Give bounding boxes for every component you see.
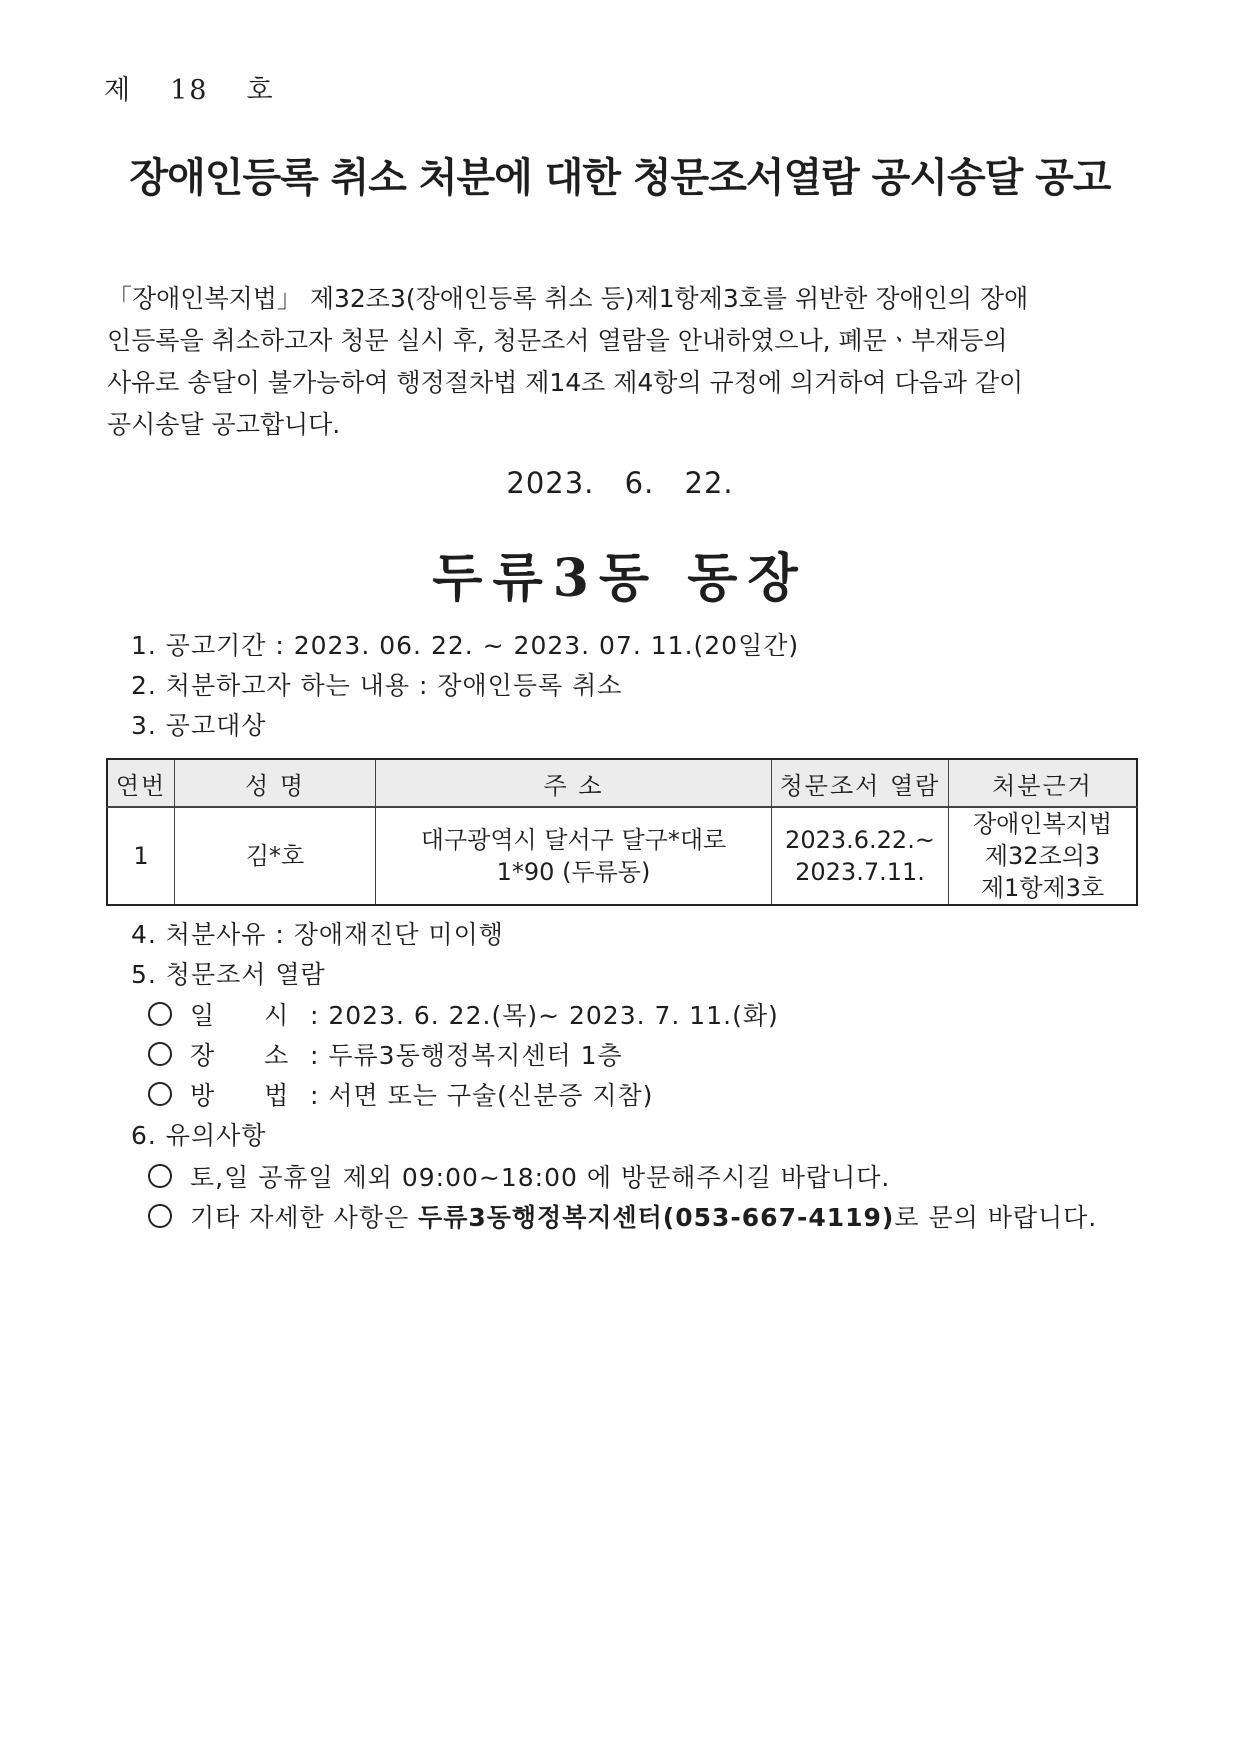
note-contact-prefix: 기타 자세한 사항은 <box>190 1203 419 1232</box>
issue-value: 18 <box>170 75 209 106</box>
circle-bullet-icon <box>148 1002 172 1026</box>
target-table <box>106 758 1138 906</box>
col-inspect: 청문조서 열람 <box>772 759 949 807</box>
body-line: 공시송달 공고합니다. <box>107 410 341 439</box>
col-address: 주 소 <box>376 759 772 807</box>
content-label: 2. 처분하고자 하는 내용 : <box>131 671 438 700</box>
note-contact <box>148 1198 1097 1234</box>
inspect-place-value: : 두류3동행정복지센터 1층 <box>310 1041 623 1070</box>
inspect-place <box>148 1036 623 1072</box>
circle-bullet-icon <box>148 1164 172 1188</box>
inspect-method-value: : 서면 또는 구술(신분증 지참) <box>310 1081 654 1110</box>
address-line: 1*90 (두류동) <box>496 858 651 886</box>
cell-basis <box>949 807 1138 905</box>
inspect-line: 2023.7.11. <box>795 858 925 886</box>
body-line: 「장애인복지법」 제32조3(장애인등록 취소 등)제1항제3호를 위반한 장애인의 장애 <box>107 284 1029 313</box>
address-line: 대구광역시 달서구 달구*대로 <box>420 826 727 854</box>
basis-line: 장애인복지법 <box>972 810 1113 838</box>
inspect-method <box>148 1076 653 1112</box>
cell-name: 김*호 <box>175 807 376 905</box>
signer: 두류3동 동장 <box>432 548 808 609</box>
notice-date: 2023. 6. 22. <box>506 466 734 500</box>
note-contact-center: 두류3동행정복지센터(053-667-4119) <box>418 1203 895 1232</box>
cell-no: 1 <box>107 807 175 905</box>
inspect-line: 2023.6.22.~ <box>785 826 935 854</box>
col-name: 성 명 <box>175 759 376 807</box>
reason-label: 4. 처분사유 : <box>131 920 294 949</box>
issue-number <box>104 68 313 107</box>
inspect-time <box>148 996 779 1032</box>
item-notes: 6. 유의사항 <box>131 1121 267 1150</box>
note-hours-text: 토,일 공휴일 제외 09:00~18:00 에 방문해주시길 바랍니다. <box>190 1163 891 1192</box>
document-title: 장애인등록 취소 처분에 대한 청문조서열람 공시송달 공고 <box>129 155 1111 201</box>
basis-line: 제32조의3 <box>984 842 1101 870</box>
period-value: 2023. 06. 22. ~ 2023. 07. 11.(20일간) <box>293 631 800 660</box>
cell-inspect <box>772 807 949 905</box>
body-line: 인등록을 취소하고자 청문 실시 후, 청문조서 열람을 안내하였으나, 폐문ㆍ부재등의 <box>107 326 1008 355</box>
inspect-place-label: 장소 <box>190 1041 339 1070</box>
note-contact-suffix: 로 문의 바랍니다. <box>894 1203 1098 1232</box>
inspect-time-value: : 2023. 6. 22.(목)~ 2023. 7. 11.(화) <box>310 1001 779 1030</box>
table-row <box>107 807 1137 905</box>
col-no: 연번 <box>107 759 175 807</box>
inspect-time-label: 일시 <box>190 1001 339 1030</box>
circle-bullet-icon <box>148 1042 172 1066</box>
circle-bullet-icon <box>148 1082 172 1106</box>
issue-prefix: 제 <box>104 75 133 106</box>
issue-suffix: 호 <box>246 75 275 106</box>
note-hours <box>148 1158 890 1194</box>
notice-body <box>107 278 1147 446</box>
item-inspect: 5. 청문조서 열람 <box>131 960 326 989</box>
item-content <box>131 666 622 702</box>
period-label: 1. 공고기간 : <box>131 631 294 660</box>
item-period <box>131 626 799 662</box>
reason-value: 장애재진단 미이행 <box>293 920 504 949</box>
basis-line: 제1항제3호 <box>980 874 1105 902</box>
inspect-method-label: 방법 <box>190 1081 339 1110</box>
circle-bullet-icon <box>148 1204 172 1228</box>
col-basis: 처분근거 <box>949 759 1138 807</box>
item-reason <box>131 915 504 951</box>
table-header-row <box>107 759 1137 807</box>
item-target: 3. 공고대상 <box>131 711 267 740</box>
content-value: 장애인등록 취소 <box>437 671 623 700</box>
body-line: 사유로 송달이 불가능하여 행정절차법 제14조 제4항의 규정에 의거하여 다음과 같이 <box>107 368 1024 397</box>
cell-address <box>376 807 772 905</box>
